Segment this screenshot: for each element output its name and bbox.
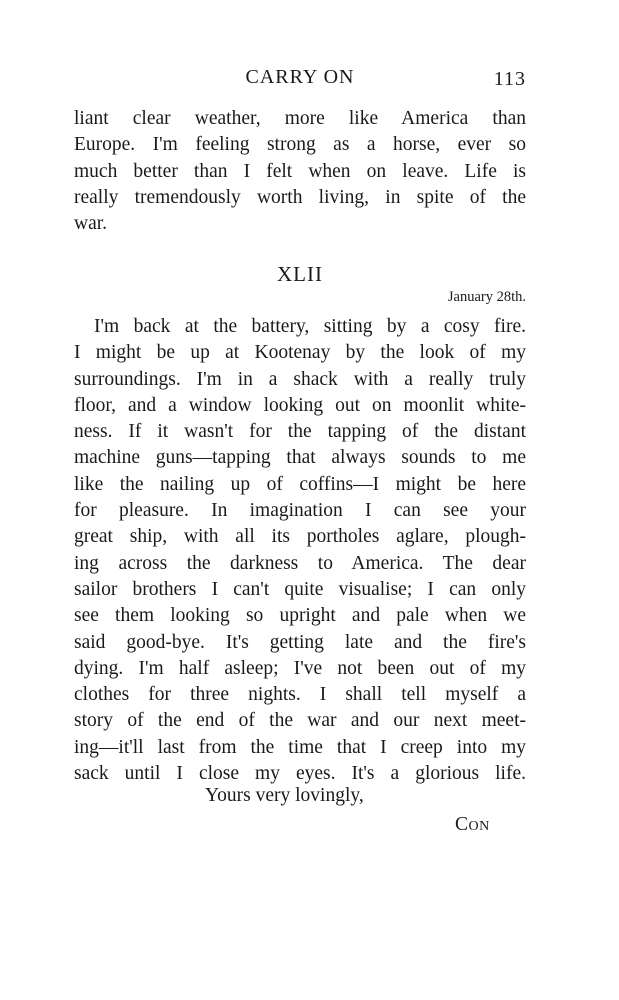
text-line: for pleasure. In imagination I can see your (74, 500, 526, 522)
text-line: I'm back at the battery, sitting by a cosy fire. (94, 316, 526, 337)
text-line: floor, and a window looking out on moonlit white- (74, 394, 526, 416)
letter-body (74, 314, 526, 787)
text-line: ness. If it wasn't for the tapping of the distant (74, 421, 526, 443)
running-title: CARRY ON (245, 66, 355, 88)
letter-signature: Con (455, 814, 490, 835)
text-line: said good-bye. It's getting late and the fire's (74, 631, 526, 653)
text-line: sack until I close my eyes. It's a glorious life. (74, 763, 526, 785)
text-line: ing across the darkness to America. The dear (74, 552, 526, 574)
letter-closing: Yours very lovingly, (205, 785, 364, 806)
text-line: clothes for three nights. I shall tell myself a (74, 684, 526, 706)
text-line: great ship, with all its portholes aglare, plough- (74, 526, 526, 548)
text-line: liant clear weather, more like America than (74, 108, 526, 129)
text-line: story of the end of the war and our next meet- (74, 710, 526, 732)
page-number: 113 (493, 68, 526, 90)
text-line: surroundings. I'm in a shack with a really truly (74, 368, 526, 390)
text-line: much better than I felt when on leave. Life is (74, 160, 526, 182)
text-line: like the nailing up of coffins—I might be here (74, 473, 526, 495)
text-line: sailor brothers I can't quite visualise; I can only (74, 578, 526, 600)
chapter-heading: XLII (277, 262, 323, 286)
text-line: see them looking so upright and pale when we (74, 605, 526, 627)
letter-date: January 28th. (447, 289, 526, 305)
text-line: war. (74, 213, 108, 235)
text-line: ing—it'll last from the time that I creep into my (74, 736, 526, 758)
text-line: dying. I'm half asleep; I've not been out of my (74, 657, 526, 679)
running-head (74, 66, 526, 94)
text-line: I might be up at Kootenay by the look of my (74, 342, 526, 364)
text-line: machine guns—tapping that always sounds to me (74, 447, 526, 469)
text-line: really tremendously worth living, in spite of the (74, 186, 526, 208)
paragraph-continued (74, 106, 526, 237)
text-line: Europe. I'm feeling strong as a horse, ever so (74, 134, 526, 156)
